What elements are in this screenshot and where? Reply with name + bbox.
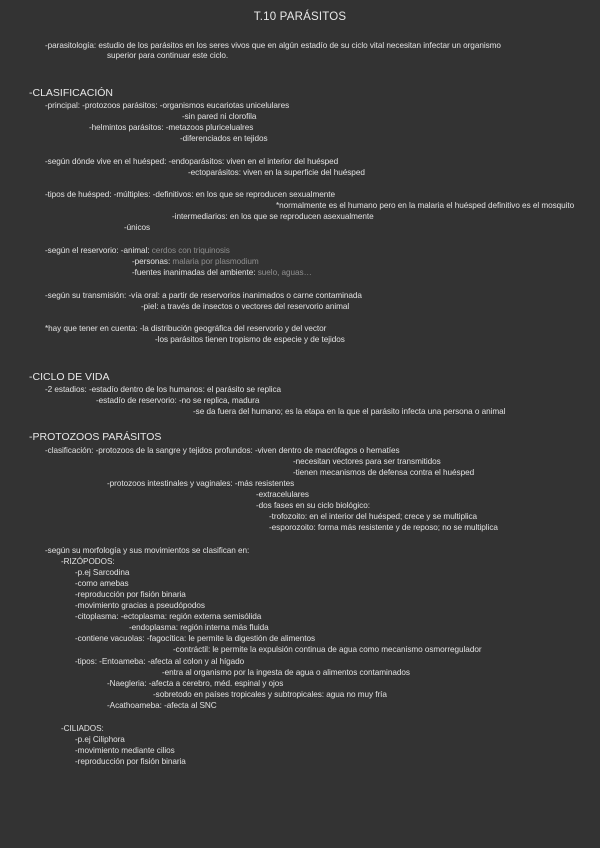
text-line: -movimiento mediante cilios <box>75 746 175 755</box>
text-line: -tienen mecanismos de defensa contra el huésped <box>293 468 475 477</box>
section-heading-ciclo: -CICLO DE VIDA <box>29 371 110 383</box>
text-line: -tipos: -Entoameba: -afecta al colon y al hígado <box>75 657 245 666</box>
text-line: -Naegleria: -afecta a cerebro, méd. espinal y ojos <box>107 679 284 688</box>
text-line: -Acathoameba: -afecta al SNC <box>107 701 217 710</box>
page-title: T.10 PARÁSITOS <box>253 11 347 23</box>
text-line: -diferenciados en tejidos <box>180 134 268 143</box>
text-line: -los parásitos tienen tropismo de especie y de tejidos <box>155 335 345 344</box>
text-line: -esporozoito: forma más resistente y de reposo; no se multiplica <box>269 523 498 532</box>
intro-line: superior para continuar este ciclo. <box>107 51 229 60</box>
text-line <box>132 268 312 278</box>
reservorio-personas-value: malaria por plasmodium <box>172 257 259 266</box>
text-line: -estadío de reservorio: -no se replica, madura <box>96 396 260 405</box>
text-line: -piel: a través de insectos o vectores del reservorio animal <box>141 302 350 311</box>
text-line: -dos fases en su ciclo biológico: <box>256 501 370 510</box>
subheading-rizopodos: -RIZÓPODOS: <box>61 557 115 566</box>
text-line: -necesitan vectores para ser transmitidos <box>293 457 441 466</box>
text-line: -reproducción por fisión binaria <box>75 590 186 599</box>
text-line: -contiene vacuolas: -fagocítica: le permite la digestión de alimentos <box>75 634 316 643</box>
text-line: -protozoos intestinales y vaginales: -más resistentes <box>107 479 295 488</box>
reservorio-animal-value: cerdos con triquinosis <box>151 246 230 255</box>
text-line: -clasificación: -protozoos de la sangre y tejidos profundos: -viven dentro de macrófagos o hematíes <box>45 446 400 455</box>
text-line: -según su transmisión: -vía oral: a partir de reservorios inanimados o carne contaminada <box>45 291 362 300</box>
text-line: -p.ej Sarcodina <box>75 568 130 577</box>
subheading-ciliados: -CILIADOS: <box>61 724 104 733</box>
text-line: -2 estadios: -estadío dentro de los humanos: el parásito se replica <box>45 385 282 394</box>
text-line: *hay que tener en cuenta: -la distribución geográfica del reservorio y del vector <box>45 324 327 333</box>
text-line: -sin pared ni clorofila <box>182 112 257 121</box>
text-line: -entra al organismo por la ingesta de agua o alimentos contaminados <box>162 668 410 677</box>
reservorio-animal-label: -según el reservorio: -animal: <box>45 246 150 255</box>
text-line: -movimiento gracias a pseudópodos <box>75 601 205 610</box>
text-line: -únicos <box>124 223 151 232</box>
text-line: -se da fuera del humano; es la etapa en la que el parásito infecta una persona o animal <box>193 407 506 416</box>
text-line: -p.ej Ciliphora <box>75 735 125 744</box>
text-line: -helmintos parásitos: -metazoos pluricelualres <box>89 123 254 132</box>
text-line: -extracelulares <box>256 490 309 499</box>
text-line: -trofozoito: en el interior del huésped; crece y se multiplica <box>269 512 478 521</box>
section-heading-protozoos: -PROTOZOOS PARÁSITOS <box>29 431 162 443</box>
text-line: -como amebas <box>75 579 129 588</box>
text-line: -contráctil: le permite la expulsión continua de agua como mecanismo osmorregulador <box>173 645 482 654</box>
text-line: -reproducción por fisión binaria <box>75 757 186 766</box>
text-line <box>132 257 259 267</box>
text-line: *normalmente es el humano pero en la malaria el huésped definitivo es el mosquito <box>276 201 575 210</box>
text-line: -según dónde vive en el huésped: -endoparásitos: viven en el interior del huésped <box>45 157 339 166</box>
text-line: -principal: -protozoos parásitos: -organismos eucariotas unicelulares <box>45 101 290 110</box>
text-line: -tipos de huésped: -múltiples: -definitivos: en los que se reproducen sexualmente <box>45 190 335 199</box>
reservorio-personas-label: -personas: <box>132 257 171 266</box>
text-line <box>45 246 230 256</box>
text-line: -citoplasma: -ectoplasma: región externa semisólida <box>75 612 262 621</box>
text-line: -según su morfología y sus movimientos se clasifican en: <box>45 546 250 555</box>
reservorio-fuentes-label: -fuentes inanimadas del ambiente: <box>132 268 256 277</box>
text-line: -ectoparásitos: viven en la superficie del huésped <box>188 168 365 177</box>
section-heading-clasificacion: -CLASIFICACIÓN <box>29 87 114 99</box>
text-line: -sobretodo en países tropicales y subtropicales: agua no muy fría <box>153 690 387 699</box>
text-line: -intermediarios: en los que se reproducen asexualmente <box>172 212 374 221</box>
text-line: -endoplasma: región interna más fluida <box>129 623 269 632</box>
reservorio-fuentes-value: suelo, aguas… <box>257 268 312 277</box>
intro-line: -parasitología: estudio de los parásitos en los seres vivos que en algún estadío de su ciclo vital necesitan infectar un organismo <box>45 41 501 50</box>
